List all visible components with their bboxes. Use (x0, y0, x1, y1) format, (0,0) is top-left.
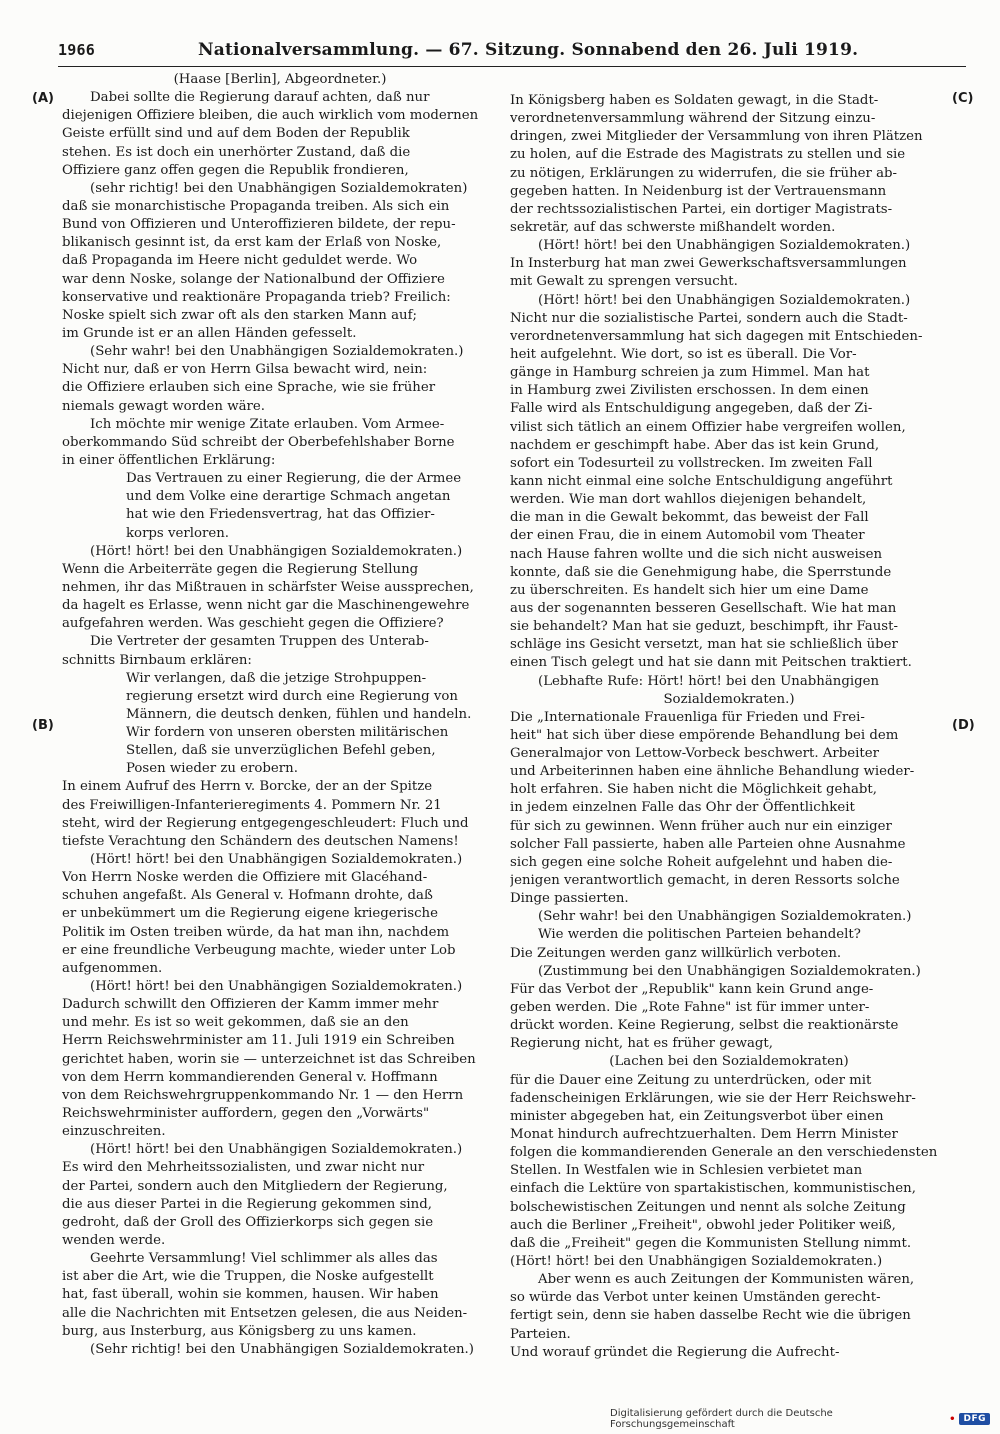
text-line: drückt worden. Keine Regierung, selbst die reaktionärste (510, 1018, 899, 1034)
right-text-column (510, 92, 948, 1362)
text-line: Generalmajor von Lettow-Vorbeck beschwert. Arbeiter (510, 746, 879, 762)
text-line: schnitts Birnbaum erklären: (62, 652, 252, 668)
text-line: der Partei, sondern auch den Mitgliedern der Regierung, (62, 1178, 448, 1194)
text-line: Für das Verbot der „Republik" kann kein Grund ange- (510, 981, 874, 997)
text-line: Reichswehrminister auffordern, gegen den „Vorwärts" (62, 1106, 430, 1122)
text-line: solcher Fall passierte, haben alle Parteien ohne Ausnahme (510, 836, 906, 852)
text-line: (Sehr wahr! bei den Unabhängigen Sozialdemokraten.) (538, 909, 912, 925)
text-line: einzuschreiten. (62, 1124, 166, 1140)
text-line: Von Herrn Noske werden die Offiziere mit Glacéhand- (62, 870, 428, 886)
text-line: auch die Berliner „Freiheit", obwohl jeder Politiker weiß, (510, 1217, 896, 1233)
margin-letter-d: (D) (952, 718, 975, 733)
separator-dot: • (949, 1413, 956, 1425)
text-line: holt erfahren. Sie haben nicht die Möglichkeit gehabt, (510, 782, 878, 798)
text-line: stehen. Es ist doch ein unerhörter Zustand, daß die (62, 144, 411, 160)
funding-credit: Digitalisierung gefördert durch die Deutsche Forschungsgemeinschaft (610, 1408, 833, 1430)
text-line: regierung ersetzt wird durch eine Regierung von (126, 688, 458, 704)
margin-letter-a: (A) (32, 91, 54, 106)
left-text-column (62, 71, 498, 1359)
text-line: Dabei sollte die Regierung darauf achten, daß nur (90, 90, 430, 106)
text-line: Wir fordern von unseren obersten militärischen (126, 725, 449, 741)
text-line: nachdem er geschimpft habe. Aber das ist kein Grund, (510, 437, 880, 453)
text-line: er eine freundliche Verbeugung machte, wieder unter Lob (62, 942, 456, 958)
text-line: Ich möchte mir wenige Zitate erlauben. Vom Armee- (90, 416, 445, 432)
text-line: in einer öffentlichen Erklärung: (62, 452, 276, 468)
text-line: Wie werden die politischen Parteien behandelt? (538, 927, 861, 943)
text-line: Posen wieder zu erobern. (126, 761, 298, 777)
text-line: und mehr. Es ist so weit gekommen, daß sie an den (62, 1015, 409, 1031)
text-line: Stellen. In Westfalen wie in Schlesien verbietet man (510, 1163, 863, 1179)
margin-letter-b: (B) (32, 718, 54, 733)
text-line: blikanisch gesinnt ist, da erst kam der Erlaß von Noske, (62, 235, 442, 251)
text-line: zu nötigen, Erklärungen zu widerrufen, die sie früher ab- (510, 165, 898, 181)
text-line: Noske spielt sich zwar oft als den starken Mann auf; (62, 307, 417, 323)
text-line: die aus dieser Partei in die Regierung gekommen sind, (62, 1196, 432, 1212)
text-line: fertigt sein, denn sie haben dasselbe Recht wie die übrigen (510, 1308, 911, 1324)
text-line: werden. Wie man dort wahllos diejenigen behandelt, (510, 492, 867, 508)
text-line: diejenigen Offiziere bleiben, die auch wirklich vom modernen (62, 108, 479, 124)
text-line: die man in die Gewalt bekommt, das beweist der Fall (510, 510, 869, 526)
text-line: Regierung nicht, hat es früher gewagt, (510, 1036, 773, 1052)
text-line: burg, aus Insterburg, aus Königsberg zu uns kamen. (62, 1323, 417, 1339)
text-line: gänge in Hamburg schreien ja zum Himmel. Man hat (510, 365, 870, 381)
text-line: so würde das Verbot unter keinen Umständen gerecht- (510, 1290, 881, 1306)
text-line: Und worauf gründet die Regierung die Aufrecht- (510, 1344, 840, 1360)
text-line: Geiste erfüllt sind und auf dem Boden der Republik (62, 126, 410, 142)
text-line: verordnetenversammlung hat sich dagegen mit Entschieden- (510, 328, 923, 344)
text-line: oberkommando Süd schreibt der Oberbefehlshaber Borne (62, 434, 455, 450)
text-line: minister abgegeben hat, ein Zeitungsverbot über einen (510, 1108, 884, 1124)
text-line: (Sehr richtig! bei den Unabhängigen Sozialdemokraten.) (90, 1341, 474, 1357)
text-line: (sehr richtig! bei den Unabhängigen Sozialdemokraten) (90, 180, 468, 196)
text-line: (Hört! hört! bei den Unabhängigen Sozialdemokraten.) (538, 292, 911, 308)
text-line: Herrn Reichswehrminister am 11. Juli 1919 ein Schreiben (62, 1033, 455, 1049)
text-line: in jedem einzelnen Falle das Ohr der Öffentlichkeit (510, 800, 855, 816)
text-line: die Offiziere erlauben sich eine Sprache, wie sie früher (62, 380, 436, 396)
text-line: (Hört! hört! bei den Unabhängigen Sozialdemokraten.) (538, 238, 911, 254)
text-line: daß Propaganda im Heere nicht geduldet werde. Wo (62, 253, 418, 269)
text-line: Das Vertrauen zu einer Regierung, die der Armee (126, 471, 462, 487)
text-line: sofort ein Todesurteil zu vollstrecken. Im zweiten Fall (510, 455, 873, 471)
text-line: schläge ins Gesicht versetzt, man hat sie schließlich über (510, 637, 898, 653)
text-line: jenigen verantwortlich gemacht, in deren Ressorts solche (510, 873, 900, 889)
text-line: einfach die Lektüre von spartakistischen, kommunistischen, (510, 1181, 916, 1197)
text-line: (Lebhafte Rufe: Hört! hört! bei den Unabhängigen (538, 673, 880, 689)
text-line: (Hört! hört! bei den Unabhängigen Sozialdemokraten.) (90, 543, 463, 559)
text-line: Offiziere ganz offen gegen die Republik frondieren, (62, 162, 409, 178)
text-line: gerichtet haben, worin sie — unterzeichnet ist das Schreiben (62, 1051, 476, 1067)
text-line: folgen die kommandierenden Generale an den verschiedensten (510, 1145, 938, 1161)
text-line: gegeben hatten. In Neidenburg ist der Vertrauensmann (510, 183, 887, 199)
text-line: da hagelt es Erlasse, wenn nicht gar die Maschinengewehre (62, 598, 470, 614)
text-line: niemals gewagt worden wäre. (62, 398, 265, 414)
text-line: bolschewistischen Zeitungen und nennt als solche Zeitung (510, 1199, 906, 1215)
text-line: In einem Aufruf des Herrn v. Borcke, der an der Spitze (62, 779, 433, 795)
text-line: aus der sogenannten besseren Gesellschaft. Wie hat man (510, 600, 897, 616)
text-line: Stellen, daß sie unverzüglichen Befehl geben, (126, 743, 436, 759)
text-line: geben werden. Die „Rote Fahne" ist für immer unter- (510, 1000, 870, 1016)
text-line: Wir verlangen, daß die jetzige Strohpuppen- (126, 670, 427, 686)
dfg-logo: DFG (959, 1413, 990, 1425)
text-line: steht, wird der Regierung entgegengeschleudert: Fluch und (62, 815, 469, 831)
text-line: alle die Nachrichten mit Entsetzen gelesen, die aus Neiden- (62, 1305, 468, 1321)
text-line: im Grunde ist er an allen Händen gefesselt. (62, 325, 357, 341)
text-line: daß die „Freiheit" gegen die Kommunisten Stellung nimmt. (510, 1235, 912, 1251)
text-line: Politik im Osten treiben würde, da hat man ihn, nachdem (62, 924, 450, 940)
text-line: Aber wenn es auch Zeitungen der Kommunisten wären, (538, 1272, 915, 1288)
text-line: Geehrte Versammlung! Viel schlimmer als alles das (90, 1251, 438, 1267)
text-line: ist aber die Art, wie die Truppen, die Noske aufgestellt (62, 1269, 434, 1285)
text-line: (Sehr wahr! bei den Unabhängigen Sozialdemokraten.) (90, 344, 464, 360)
text-line: einen Tisch gelegt und hat sie dann mit Peitschen traktiert. (510, 655, 912, 671)
text-line: von dem Reichswehrgruppenkommando Nr. 1 — den Herrn (62, 1087, 464, 1103)
text-line: vilist sich tätlich an einem Offizier habe vergreifen wollen, (510, 419, 906, 435)
text-line: hat wie den Friedensvertrag, hat das Offizier- (126, 507, 435, 523)
text-line: gedroht, daß der Groll des Offizierkorps sich gegen sie (62, 1214, 434, 1230)
header-rule (58, 66, 966, 67)
text-line: nehmen, ihr das Mißtrauen in schärfster Weise aussprechen, (62, 579, 474, 595)
text-line: In Insterburg hat man zwei Gewerkschaftsversammlungen (510, 256, 907, 272)
text-line: und Arbeiterinnen haben eine ähnliche Behandlung wieder- (510, 764, 915, 780)
text-line: er unbekümmert um die Regierung eigene kriegerische (62, 906, 438, 922)
text-line: von dem Herrn kommandierenden General v. Hoffmann (62, 1069, 438, 1085)
text-line: zu holen, auf die Estrade des Magistrats zu stellen und sie (510, 147, 906, 163)
text-line: nach Hause fahren wollte und die sich nicht ausweisen (510, 546, 883, 562)
page-header (58, 40, 958, 64)
text-line: (Hört! hört! bei den Unabhängigen Sozialdemokraten.) (90, 979, 463, 995)
text-line: hat, fast überall, wohin sie kommen, hausen. Wir haben (62, 1287, 439, 1303)
text-line: in Hamburg zwei Zivilisten erschossen. In dem einen (510, 383, 869, 399)
text-line: für die Dauer eine Zeitung zu unterdrücken, oder mit (510, 1072, 872, 1088)
text-line: Falle wird als Entschuldigung angegeben, daß der Zi- (510, 401, 873, 417)
text-line: Die Zeitungen werden ganz willkürlich verboten. (510, 945, 842, 961)
text-line: Dinge passierten. (510, 891, 629, 907)
text-line: der einen Frau, die in einem Automobil vom Theater (510, 528, 865, 544)
text-line: Die Vertreter der gesamten Truppen des Unterab- (90, 634, 429, 650)
text-line: sie behandelt? Man hat sie geduzt, beschimpft, ihr Faust- (510, 619, 898, 635)
text-line: dringen, zwei Mitglieder der Versammlung von ihren Plätzen (510, 129, 923, 145)
text-line: Nicht nur, daß er von Herrn Gilsa bewacht wird, nein: (62, 362, 428, 378)
text-line: schuhen angefaßt. Als General v. Hofmann drohte, daß (62, 888, 433, 904)
text-line: verordnetenversammlung während der Sitzung einzu- (510, 111, 876, 127)
text-line: konservative und reaktionäre Propaganda trieb? Freilich: (62, 289, 451, 305)
text-line: Bund von Offizieren und Unteroffizieren bildete, der repu- (62, 217, 456, 233)
text-line: der rechtssozialistischen Partei, ein dortiger Magistrats- (510, 201, 893, 217)
text-line: für sich zu gewinnen. Wenn früher auch nur ein einziger (510, 818, 892, 834)
text-line: In Königsberg haben es Soldaten gewagt, in die Stadt- (510, 93, 879, 108)
text-line: korps verloren. (126, 525, 229, 541)
text-line: Männern, die deutsch denken, fühlen und handeln. (126, 706, 472, 722)
page-number: 1966 (58, 41, 95, 59)
text-line: (Hört! hört! bei den Unabhängigen Sozialdemokraten.) (90, 852, 463, 868)
margin-letter-c: (C) (952, 91, 974, 106)
text-line: Die „Internationale Frauenliga für Frieden und Frei- (510, 709, 865, 725)
text-line: kann nicht einmal eine solche Entschuldigung angeführt (510, 473, 893, 489)
text-line: daß sie monarchistische Propaganda treiben. Als sich ein (62, 198, 450, 214)
text-line: des Freiwilligen-Infanterieregiments 4. Pommern Nr. 21 (62, 797, 442, 813)
text-line: heit aufgelehnt. Wie dort, so ist es überall. Die Vor- (510, 346, 857, 362)
running-title: Nationalversammlung. — 67. Sitzung. Sonnabend den 26. Juli 1919. (198, 40, 859, 60)
text-line: Parteien. (510, 1326, 571, 1342)
text-line: Nicht nur die sozialistische Partei, sondern auch die Stadt- (510, 310, 908, 326)
text-line: (Haase [Berlin], Abgeordneter.) (173, 72, 387, 87)
text-line: (Lachen bei den Sozialdemokraten) (609, 1054, 849, 1070)
text-line: (Hört! hört! bei den Unabhängigen Sozialdemokraten.) (510, 1254, 883, 1269)
text-line: Dadurch schwillt den Offizieren der Kamm immer mehr (62, 997, 439, 1013)
text-line: und dem Volke eine derartige Schmach angetan (126, 489, 451, 505)
page-footer (610, 1408, 990, 1430)
text-line: Wenn die Arbeiterräte gegen die Regierung Stellung (62, 561, 419, 577)
text-line: Sozialdemokraten.) (663, 691, 795, 707)
text-line: sich gegen eine solche Roheit aufgelehnt und haben die- (510, 854, 893, 870)
text-line: konnte, daß sie die Genehmigung habe, die Sperrstunde (510, 564, 892, 580)
text-line: (Zustimmung bei den Unabhängigen Sozialdemokraten.) (538, 963, 921, 979)
text-line: heit" hat sich über diese empörende Behandlung bei dem (510, 727, 899, 743)
text-line: wenden werde. (62, 1233, 166, 1248)
text-line: war denn Noske, solange der Nationalbund der Offiziere (62, 271, 445, 287)
text-line: fadenscheinigen Erklärungen, wie sie der Herr Reichswehr- (510, 1090, 916, 1106)
text-line: aufgefahren werden. Was geschieht gegen die Offiziere? (62, 616, 444, 632)
text-line: aufgenommen. (62, 960, 163, 976)
text-line: sekretär, auf das schwerste mißhandelt worden. (510, 219, 836, 235)
text-line: tiefste Verachtung den Schändern des deutschen Namens! (62, 833, 459, 849)
text-line: Monat hindurch aufrechtzuerhalten. Dem Herrn Minister (510, 1127, 898, 1143)
text-line: (Hört! hört! bei den Unabhängigen Sozialdemokraten.) (90, 1142, 463, 1158)
text-line: Es wird den Mehrheitssozialisten, und zwar nicht nur (62, 1160, 425, 1176)
text-line: mit Gewalt zu sprengen versucht. (510, 274, 738, 290)
text-line: zu überschreiten. Es handelt sich hier um eine Dame (510, 582, 869, 598)
